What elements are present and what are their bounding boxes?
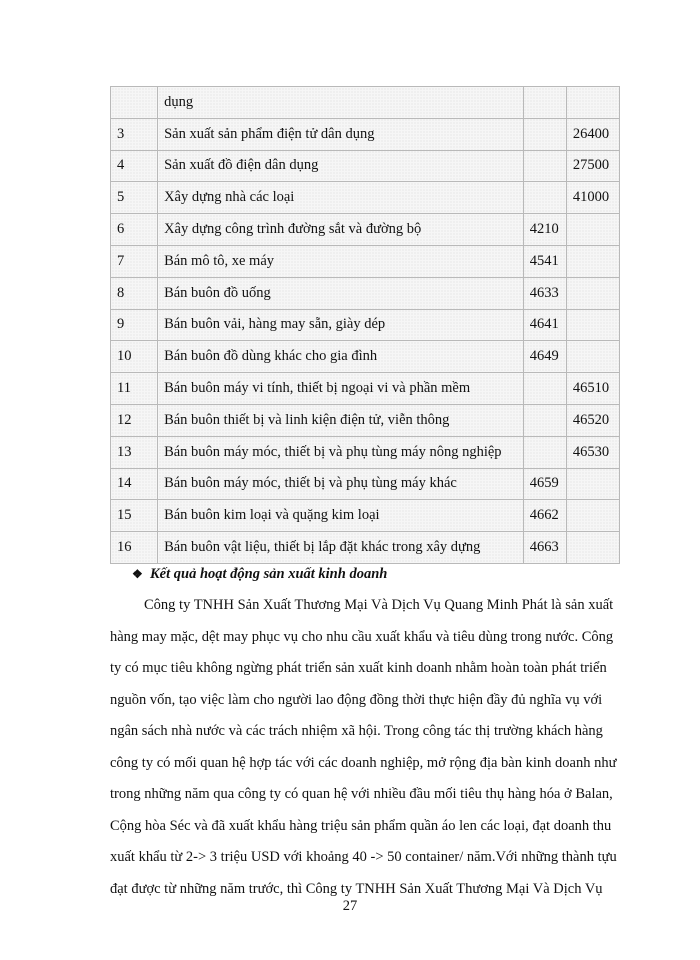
paragraph-line: nguồn vốn, tạo việc làm cho người lao động đồng thời thực hiện đầy đủ nghĩa vụ với bbox=[110, 691, 603, 708]
code5-cell: 46510 bbox=[566, 373, 619, 405]
code5-cell bbox=[566, 500, 619, 532]
code4-cell: 4541 bbox=[523, 245, 566, 277]
table-row bbox=[111, 341, 620, 373]
row-number-cell: 13 bbox=[111, 436, 158, 468]
code4-cell bbox=[523, 436, 566, 468]
paragraph-line: ty có mục tiêu không ngừng phát triển sản xuất kinh doanh nhằm hoàn toàn phát triển bbox=[110, 660, 607, 676]
industry-name-cell: Bán buôn máy móc, thiết bị và phụ tùng máy nông nghiệp bbox=[158, 436, 524, 468]
row-number-cell: 14 bbox=[111, 468, 158, 500]
paragraph-line: đạt được từ những năm trước, thì Công ty TNHH Sản Xuất Thương Mại Và Dịch Vụ bbox=[110, 880, 603, 897]
industry-name-cell: Bán buôn vật liệu, thiết bị lắp đặt khác trong xây dựng bbox=[158, 532, 524, 564]
section-heading-text: Kết quả hoạt động sản xuất kinh doanh bbox=[150, 566, 388, 582]
industry-name-cell: Xây dựng nhà các loại bbox=[158, 182, 524, 214]
code5-cell: 27500 bbox=[566, 150, 619, 182]
code5-cell bbox=[566, 309, 619, 341]
section-heading bbox=[132, 566, 387, 583]
table-row bbox=[111, 309, 620, 341]
paragraph-line: Cộng hòa Séc và đã xuất khẩu hàng triệu sản phẩm quần áo len các loại, đạt doanh thu bbox=[110, 817, 612, 834]
row-number-cell: 11 bbox=[111, 373, 158, 405]
row-number-cell: 12 bbox=[111, 404, 158, 436]
diamond-bullet-icon: ❖ bbox=[132, 567, 143, 581]
code5-cell bbox=[566, 87, 619, 119]
code4-cell: 4633 bbox=[523, 277, 566, 309]
industry-name-cell: Bán buôn máy vi tính, thiết bị ngoại vi và phần mềm bbox=[158, 373, 524, 405]
code5-cell: 46520 bbox=[566, 404, 619, 436]
table-row bbox=[111, 118, 620, 150]
industry-name-cell: Bán buôn đồ uống bbox=[158, 277, 524, 309]
code4-cell bbox=[523, 150, 566, 182]
row-number-cell: 10 bbox=[111, 341, 158, 373]
industry-name-cell: dụng bbox=[158, 87, 524, 119]
industry-name-cell: Bán mô tô, xe máy bbox=[158, 245, 524, 277]
code5-cell: 41000 bbox=[566, 182, 619, 214]
table-row bbox=[111, 214, 620, 246]
code4-cell: 4659 bbox=[523, 468, 566, 500]
row-number-cell: 5 bbox=[111, 182, 158, 214]
row-number-cell: 7 bbox=[111, 245, 158, 277]
row-number-cell: 15 bbox=[111, 500, 158, 532]
table-row bbox=[111, 182, 620, 214]
row-number-cell: 3 bbox=[111, 118, 158, 150]
code4-cell: 4641 bbox=[523, 309, 566, 341]
paragraph-line: công ty có mối quan hệ hợp tác với các doanh nghiệp, mở rộng địa bàn kinh doanh như bbox=[110, 754, 617, 771]
industry-name-cell: Sản xuất đồ điện dân dụng bbox=[158, 150, 524, 182]
table-row bbox=[111, 373, 620, 405]
industry-name-cell: Bán buôn kim loại và quặng kim loại bbox=[158, 500, 524, 532]
row-number-cell: 4 bbox=[111, 150, 158, 182]
code5-cell bbox=[566, 468, 619, 500]
code5-cell: 26400 bbox=[566, 118, 619, 150]
paragraph-line: ngân sách nhà nước và các trách nhiệm xã hội. Trong công tác thị trường khách hàng bbox=[110, 723, 603, 739]
code5-cell bbox=[566, 532, 619, 564]
row-number-cell: 16 bbox=[111, 532, 158, 564]
row-number-cell bbox=[111, 87, 158, 119]
table-row bbox=[111, 500, 620, 532]
code5-cell: 46530 bbox=[566, 436, 619, 468]
code5-cell bbox=[566, 341, 619, 373]
row-number-cell: 8 bbox=[111, 277, 158, 309]
code4-cell bbox=[523, 182, 566, 214]
industry-name-cell: Bán buôn máy móc, thiết bị và phụ tùng máy khác bbox=[158, 468, 524, 500]
code4-cell bbox=[523, 87, 566, 119]
code4-cell bbox=[523, 118, 566, 150]
table-row bbox=[111, 468, 620, 500]
paragraph-line: xuất khẩu từ 2-> 3 triệu USD với khoảng 40 -> 50 container/ năm.Với những thành tựu bbox=[110, 849, 617, 865]
code5-cell bbox=[566, 245, 619, 277]
table-row bbox=[111, 245, 620, 277]
industry-name-cell: Xây dựng công trình đường sắt và đường bộ bbox=[158, 214, 524, 246]
code4-cell bbox=[523, 404, 566, 436]
code4-cell bbox=[523, 373, 566, 405]
section-paragraph bbox=[110, 590, 630, 905]
code5-cell bbox=[566, 214, 619, 246]
industry-table-body bbox=[111, 87, 620, 564]
code5-cell bbox=[566, 277, 619, 309]
industry-table bbox=[110, 86, 620, 564]
code4-cell: 4210 bbox=[523, 214, 566, 246]
code4-cell: 4649 bbox=[523, 341, 566, 373]
table-row bbox=[111, 150, 620, 182]
industry-name-cell: Bán buôn vải, hàng may sẵn, giày dép bbox=[158, 309, 524, 341]
paragraph-line: hàng may mặc, dệt may phục vụ cho nhu cầu xuất khẩu và tiêu dùng trong nước. Công bbox=[110, 628, 614, 645]
code4-cell: 4663 bbox=[523, 532, 566, 564]
table-row bbox=[111, 404, 620, 436]
row-number-cell: 9 bbox=[111, 309, 158, 341]
industry-name-cell: Sản xuất sản phẩm điện tử dân dụng bbox=[158, 118, 524, 150]
industry-name-cell: Bán buôn thiết bị và linh kiện điện tử, viễn thông bbox=[158, 404, 524, 436]
paragraph-line: Công ty TNHH Sản Xuất Thương Mại Và Dịch Vụ Quang Minh Phát là sản xuất bbox=[144, 597, 614, 613]
table-row bbox=[111, 277, 620, 309]
table-row bbox=[111, 436, 620, 468]
industry-name-cell: Bán buôn đồ dùng khác cho gia đình bbox=[158, 341, 524, 373]
paragraph-line: trong những năm qua công ty có quan hệ với nhiều đầu mối tiêu thụ hàng hóa ở Balan, bbox=[110, 786, 613, 802]
page-number: 27 bbox=[342, 898, 358, 914]
row-number-cell: 6 bbox=[111, 214, 158, 246]
table-row bbox=[111, 532, 620, 564]
code4-cell: 4662 bbox=[523, 500, 566, 532]
table-row bbox=[111, 87, 620, 119]
